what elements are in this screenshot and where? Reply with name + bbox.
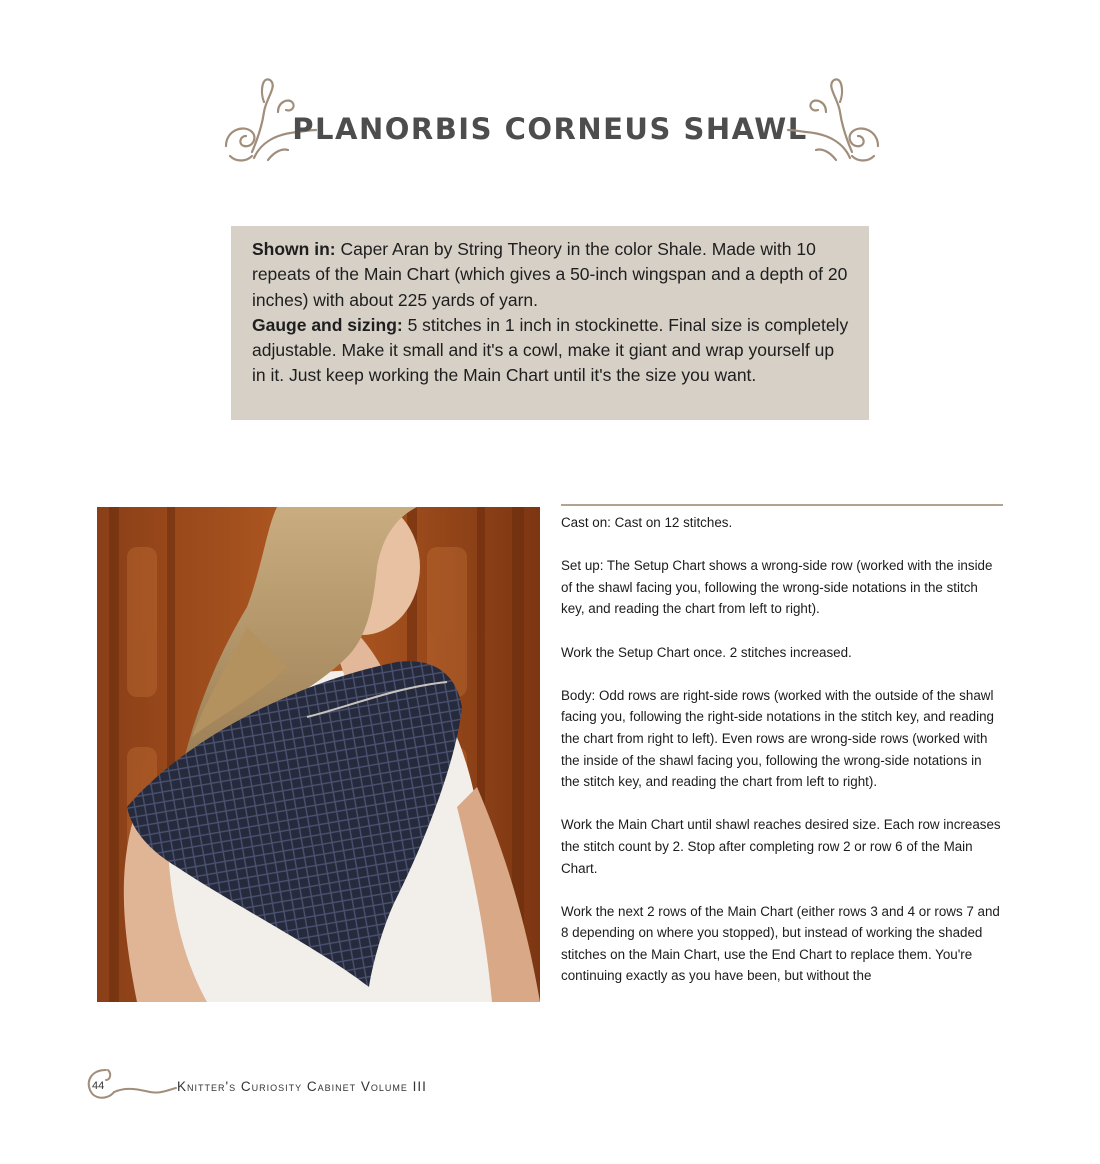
instruction-paragraph: Cast on: Cast on 12 stitches. [561,515,733,530]
shown-in-label: Shown in: [252,239,336,259]
gauge-label: Gauge and sizing: [252,314,403,335]
instruction-paragraph: Work the next 2 rows of the Main Chart (either rows 3 and 4 or rows 7 and 8 depending on where you stopped), but instead of working the shaded stitches on the Main Chart, use the End Chart to replace them. You're continuing exactly as you have been, but without the [561,903,1000,984]
shawl-photo [97,507,540,1002]
pattern-info-box [231,226,869,420]
gauge-text: 5 stitches in 1 inch in stockinette. Final size is completely adjustable. Make it small and it's a cowl, make it giant and wrap yourself up in it. Just keep working the Main Chart until it's the size you want. [252,314,849,386]
section-divider [561,504,1003,506]
page-number: 44 [92,1080,105,1092]
gauge-paragraph [252,313,849,389]
right-flourish-icon [786,72,886,168]
instruction-paragraph: Set up: The Setup Chart shows a wrong-side row (worked with the inside of the shawl facing you, following the wrong-side notations in the stitch key, and reading the chart from left to right). [561,558,993,617]
title-header [0,72,1100,172]
shown-in-paragraph [252,237,849,313]
instruction-paragraph: Body: Odd rows are right-side rows (worked with the outside of the shawl facing you, following the right-side notations in the stitch key, and reading the chart from right to left). Even rows are wrong-side rows (worked with the inside of the shawl facing you, following the wrong-side notations in the stitch key, and reading the chart from left to right). [561,687,994,790]
pattern-instructions [561,512,1003,1009]
instruction-paragraph: Work the Setup Chart once. 2 stitches increased. [561,644,852,660]
page-footer [84,1066,584,1106]
shown-in-text: Caper Aran by String Theory in the color Shale. Made with 10 repeats of the Main Chart (which gives a 50-inch wingspan and a depth of 20 inches) with about 225 yards of yarn. [252,239,848,310]
running-title: Knitter's Curiosity Cabinet Volume III [177,1079,427,1094]
instruction-paragraph: Work the Main Chart until shawl reaches desired size. Each row increases the stitch count by 2. Stop after completing row 2 or row 6 of the Main Chart. [561,817,1001,876]
page-title: PLANORBIS CORNEUS SHAWL [292,112,808,146]
